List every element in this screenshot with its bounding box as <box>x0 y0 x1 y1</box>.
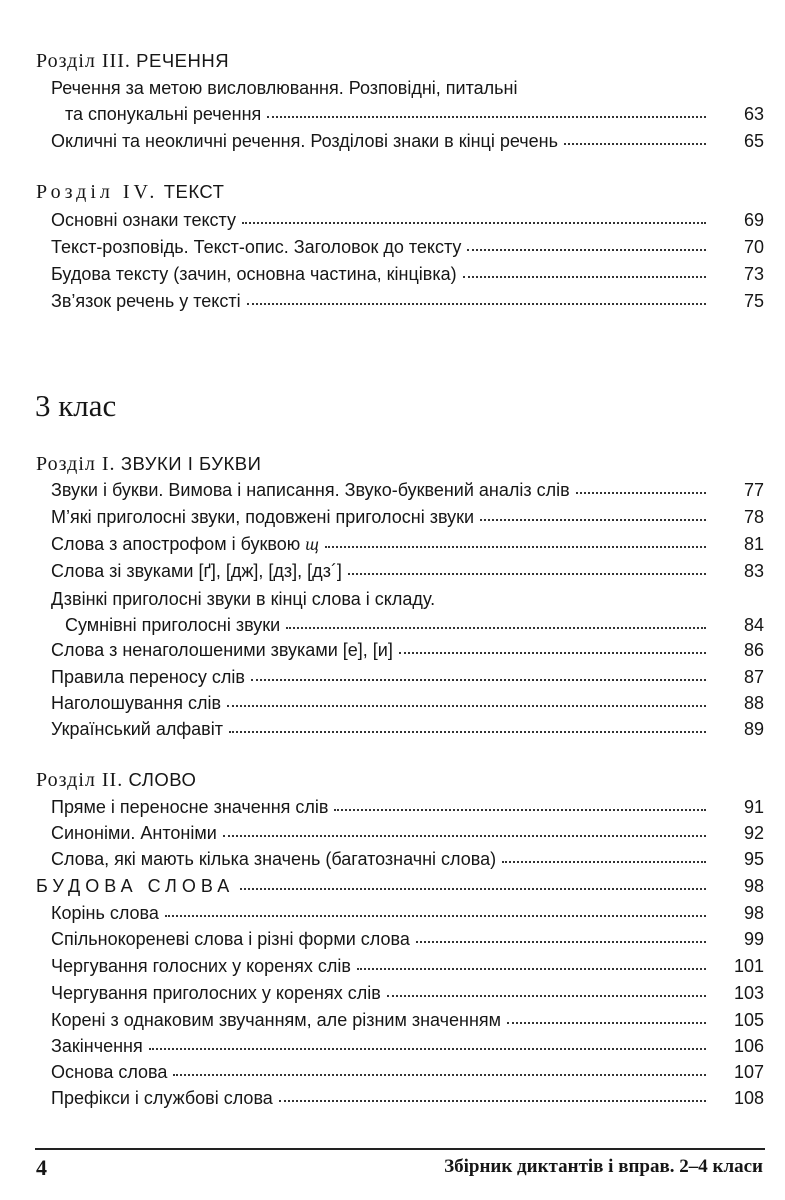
toc-entry-text: Закінчення <box>51 1036 143 1056</box>
toc-entry-page: 103 <box>733 983 764 1003</box>
toc-entry[interactable] <box>51 823 764 844</box>
toc-entry-text: Правила переносу слів <box>51 667 245 687</box>
toc-entry-page: 105 <box>733 1010 764 1030</box>
toc-entry-text: Чергування приголосних у коренях слів <box>51 983 381 1003</box>
dot-leader <box>286 627 706 629</box>
toc-entry-page: 86 <box>743 640 764 660</box>
toc-entry[interactable] <box>51 534 764 555</box>
toc-entry[interactable] <box>51 693 764 714</box>
toc-entry-page: 70 <box>743 237 764 257</box>
toc-entry-page: 63 <box>743 104 764 124</box>
section-heading-3 <box>36 50 229 73</box>
toc-entry-text: та спонукальні речення <box>65 104 262 124</box>
class-title: 3 клас <box>35 388 117 423</box>
toc-entry-page: 73 <box>743 264 764 284</box>
toc-entry-page: 83 <box>743 561 764 581</box>
toc-entry[interactable] <box>51 1088 764 1109</box>
toc-entry-text: Основа слова <box>51 1062 168 1082</box>
toc-entry[interactable] <box>51 667 764 688</box>
toc-entry-line: Речення за метою висловлювання. Розповідні, питальні <box>51 78 518 98</box>
dot-leader <box>223 835 706 837</box>
toc-entry-text: Основні ознаки тексту <box>51 210 236 230</box>
toc-entry[interactable] <box>51 561 764 582</box>
toc-entry-text: Корінь слова <box>51 903 159 923</box>
dot-leader <box>247 303 706 305</box>
toc-entry[interactable] <box>51 956 764 977</box>
section-label: Розділ II. <box>36 769 124 791</box>
toc-subheading-text: БУДОВА СЛОВА <box>36 876 235 896</box>
toc-entry-page: 81 <box>743 534 764 554</box>
toc-entry-page: 98 <box>743 876 764 896</box>
toc-entry-page: 108 <box>733 1088 764 1108</box>
footer-divider <box>35 1148 765 1150</box>
toc-subheading[interactable] <box>36 876 764 897</box>
dot-leader <box>576 492 706 494</box>
toc-entry-page: 101 <box>733 956 764 976</box>
toc-entry[interactable] <box>51 480 764 501</box>
section-heading-1 <box>36 453 261 476</box>
toc-entry-text: Наголошування слів <box>51 693 222 713</box>
toc-entry[interactable] <box>51 237 764 258</box>
dot-leader <box>502 861 706 863</box>
dot-leader <box>279 1100 706 1102</box>
dot-leader <box>480 519 706 521</box>
dot-leader <box>357 968 706 970</box>
toc-entry[interactable] <box>51 291 764 312</box>
dot-leader <box>463 276 706 278</box>
toc-entry-page: 89 <box>743 719 764 739</box>
toc-entry[interactable] <box>51 264 764 285</box>
toc-entry-page: 75 <box>743 291 764 311</box>
toc-entry-page: 95 <box>743 849 764 869</box>
toc-entry-page: 106 <box>733 1036 764 1056</box>
section-label: Розділ I. <box>36 453 116 475</box>
dot-leader <box>227 705 706 707</box>
toc-entry-text: Сумнівні приголосні звуки <box>65 615 281 635</box>
toc-entry[interactable] <box>51 507 764 528</box>
toc-entry[interactable] <box>65 104 764 125</box>
toc-entry[interactable] <box>51 640 764 661</box>
page-number: 4 <box>36 1155 47 1180</box>
toc-entry-text: Будова тексту (зачин, основна частина, кінцівка) <box>51 264 457 284</box>
toc-entry[interactable] <box>51 797 764 818</box>
toc-entry-page: 84 <box>743 615 764 635</box>
section-title: РЕЧЕННЯ <box>136 50 230 71</box>
toc-entry-page: 69 <box>743 210 764 230</box>
section-heading-2 <box>36 769 196 792</box>
toc-entry-page: 78 <box>743 507 764 527</box>
section-label: Розділ III. <box>36 50 131 72</box>
toc-entry[interactable] <box>51 849 764 870</box>
toc-entry-page: 107 <box>733 1062 764 1082</box>
toc-entry-text: Слова, які мають кілька значень (багатозначні слова) <box>51 849 497 869</box>
dot-leader <box>242 222 706 224</box>
toc-entry-text: Зв’язок речень у тексті <box>51 291 241 311</box>
toc-entry-text: Слова зі звуками [ґ], [дж], [дз], [дз´] <box>51 561 342 581</box>
toc-entry[interactable] <box>51 983 764 1004</box>
toc-entry-page: 98 <box>743 903 764 923</box>
toc-entry[interactable] <box>51 719 764 740</box>
toc-entry-text-main: Слова з апострофом і буквою <box>51 534 306 554</box>
dot-leader <box>149 1048 706 1050</box>
section-title: ТЕКСТ <box>163 181 225 202</box>
toc-entry-text: Пряме і переносне значення слів <box>51 797 329 817</box>
section-heading-4 <box>36 181 224 204</box>
toc-entry[interactable] <box>51 1036 764 1057</box>
dot-leader <box>467 249 706 251</box>
toc-entry-text <box>51 534 319 555</box>
dot-leader <box>267 116 706 118</box>
dot-leader <box>240 888 706 890</box>
toc-entry-page: 92 <box>743 823 764 843</box>
toc-entry[interactable] <box>51 903 764 924</box>
toc-entry-text: Чергування голосних у коренях слів <box>51 956 351 976</box>
dot-leader <box>229 731 706 733</box>
toc-entry[interactable] <box>51 131 764 152</box>
dot-leader <box>564 143 706 145</box>
book-title: Збірник диктантів і вправ. 2–4 класи <box>444 1156 763 1177</box>
dot-leader <box>387 995 706 997</box>
dot-leader <box>334 809 706 811</box>
dot-leader <box>348 573 706 575</box>
toc-entry-line: Дзвінкі приголосні звуки в кінці слова і складу. <box>51 589 436 609</box>
dot-leader <box>165 915 706 917</box>
dot-leader <box>416 941 706 943</box>
dot-leader <box>173 1074 706 1076</box>
toc-entry-text: М’які приголосні звуки, подовжені приголосні звуки <box>51 507 475 527</box>
toc-entry[interactable] <box>51 929 764 950</box>
dot-leader <box>507 1022 706 1024</box>
toc-entry-page: 88 <box>743 693 764 713</box>
section-title: ЗВУКИ І БУКВИ <box>120 453 262 474</box>
toc-entry[interactable] <box>51 1062 764 1083</box>
toc-entry[interactable] <box>51 210 764 231</box>
toc-entry-page: 77 <box>743 480 764 500</box>
toc-entry-text: Слова з ненаголошеними звуками [е], [и] <box>51 640 393 660</box>
section-title: СЛОВО <box>128 769 197 790</box>
toc-entry-text: Синоніми. Антоніми <box>51 823 217 843</box>
dot-leader <box>399 652 706 654</box>
toc-entry-text: Український алфавіт <box>51 719 223 739</box>
italic-letter: щ <box>305 534 319 554</box>
toc-entry[interactable] <box>51 1010 764 1031</box>
toc-entry[interactable] <box>65 615 764 636</box>
toc-entry-page: 65 <box>743 131 764 151</box>
toc-entry-text: Звуки і букви. Вимова і написання. Звуко-буквений аналіз слів <box>51 480 570 500</box>
toc-entry-text: Текст-розповідь. Текст-опис. Заголовок до тексту <box>51 237 462 257</box>
toc-entry-text: Окличні та неокличні речення. Розділові знаки в кінці речень <box>51 131 558 151</box>
dot-leader <box>251 679 706 681</box>
section-label: Розділ IV. <box>36 181 159 203</box>
toc-entry-page: 87 <box>743 667 764 687</box>
toc-entry-text: Спільнокореневі слова і різні форми слова <box>51 929 410 949</box>
toc-entry-page: 99 <box>743 929 764 949</box>
toc-entry-page: 91 <box>743 797 764 817</box>
toc-entry-text: Корені з однаковим звучанням, але різним значенням <box>51 1010 502 1030</box>
toc-entry-text: Префікси і службові слова <box>51 1088 273 1108</box>
dot-leader <box>325 546 706 548</box>
